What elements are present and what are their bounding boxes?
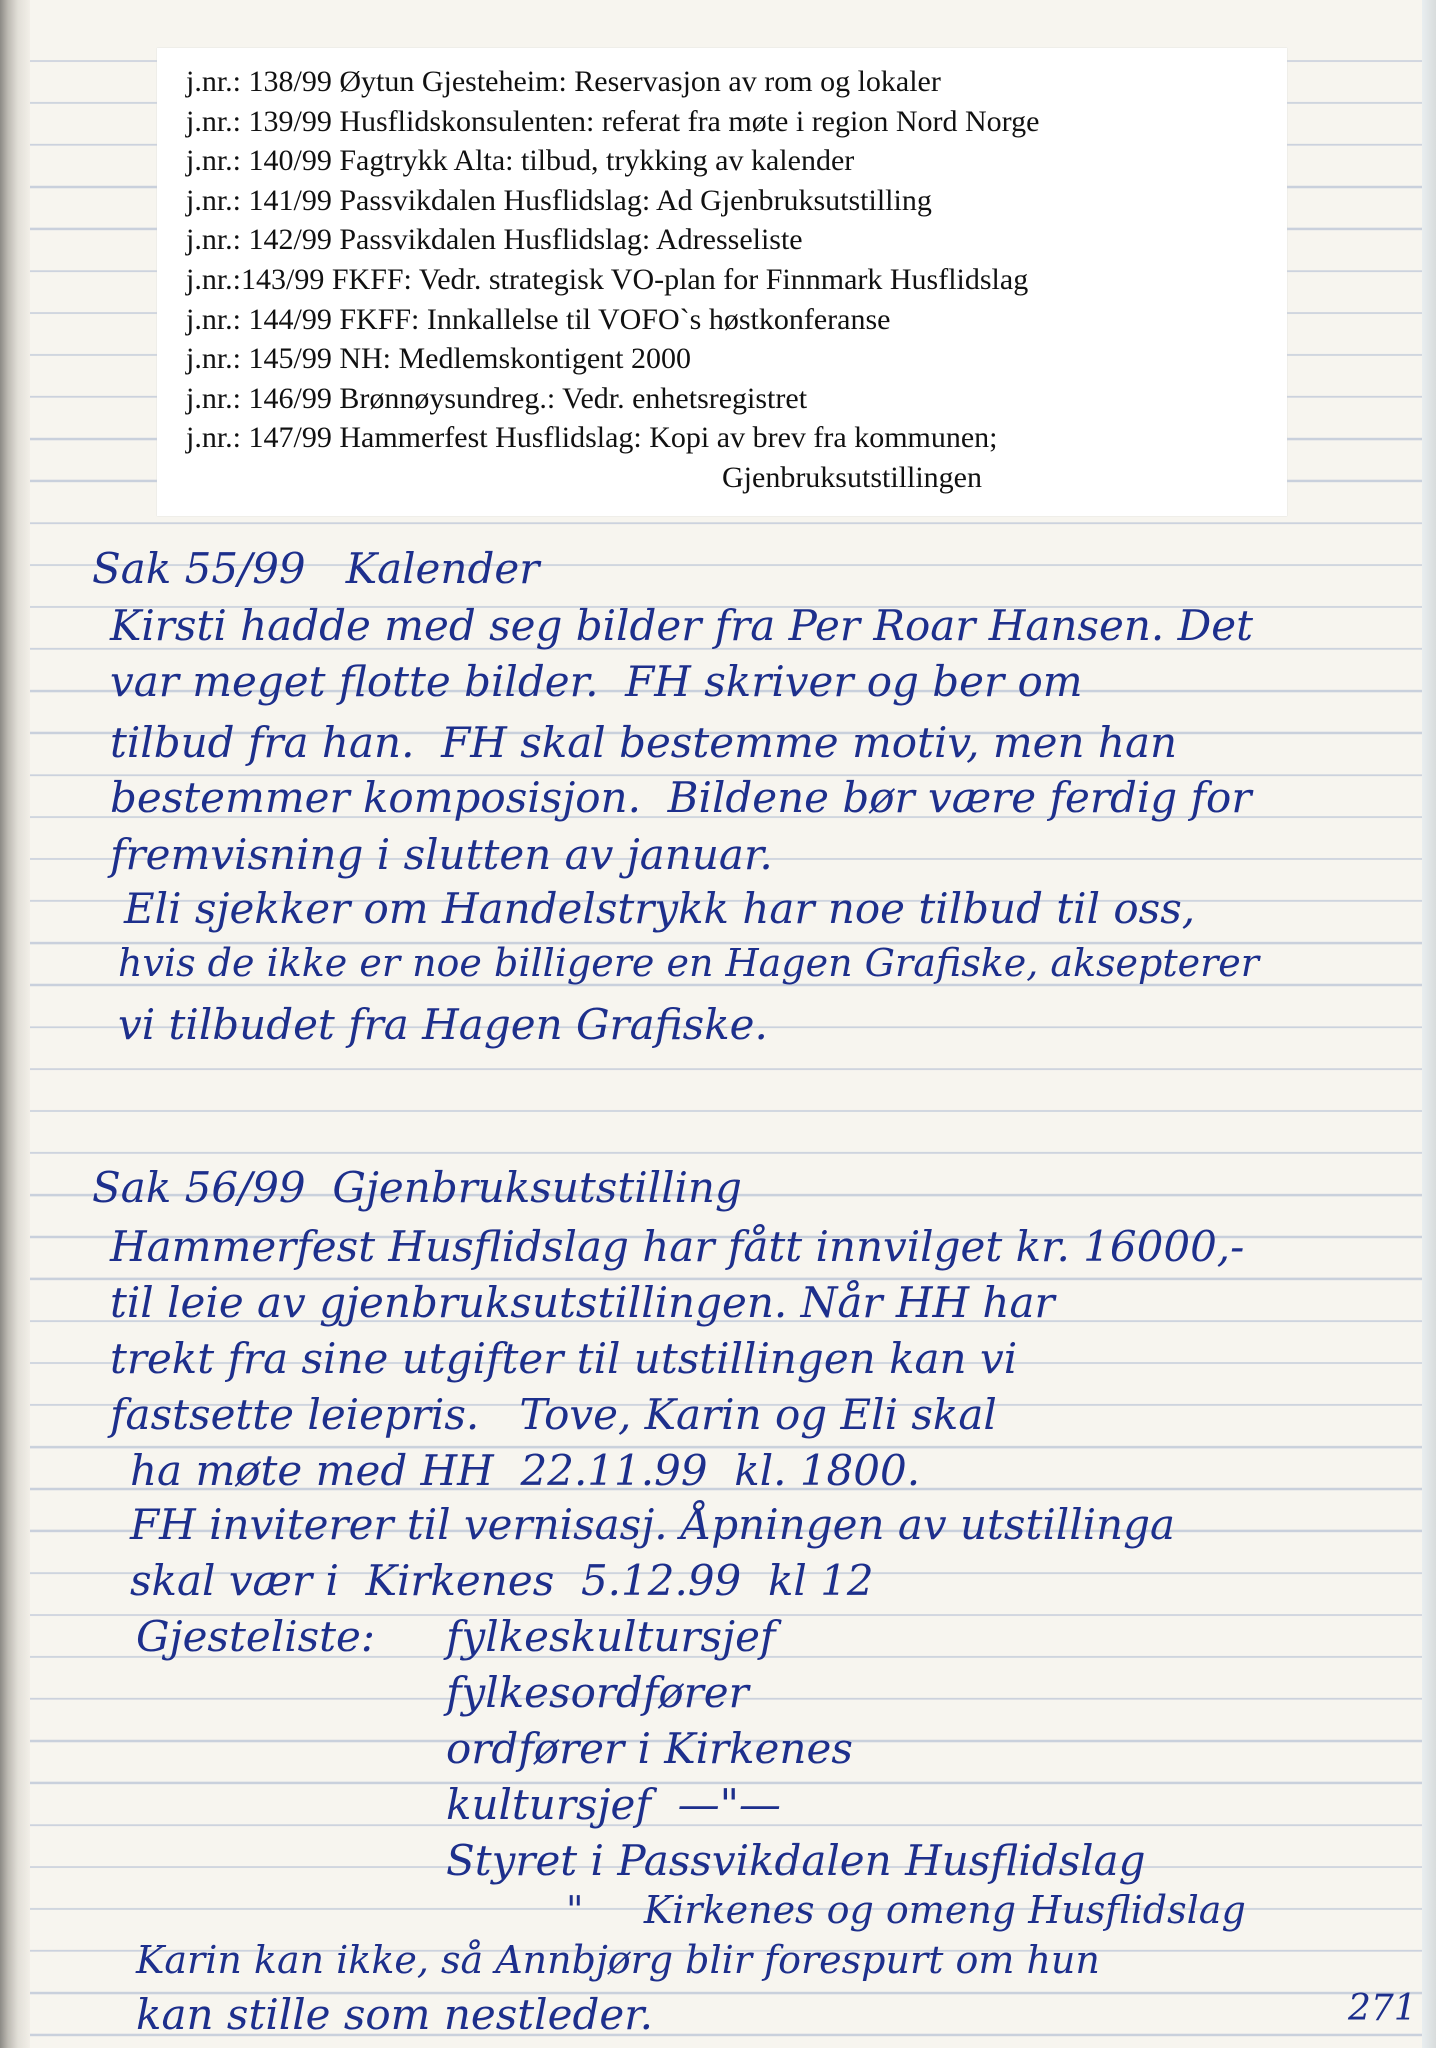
guest-item: fylkeskultursjef	[446, 1612, 776, 1661]
journal-entry: j.nr.: 144/99 FKFF: Innkallelse til VOFO`s høstkonferanse	[186, 302, 891, 336]
journal-entry: j.nr.: 139/99 Husflidskonsulenten: referat fra møte i region Nord Norge	[186, 104, 1040, 138]
sak56-line: til leie av gjenbruksutstillingen. Når HH har	[110, 1278, 1055, 1327]
sak56-line: Hammerfest Husflidslag har fått innvilget kr. 16000,-	[110, 1222, 1245, 1271]
journal-entry: j.nr.: 142/99 Passvikdalen Husflidslag: Adresseliste	[186, 223, 803, 257]
sak55-line: bestemmer komposisjon. Bildene bør være ferdig for	[110, 773, 1252, 822]
sak56-line: skal vær i Kirkenes 5.12.99 kl 12	[130, 1556, 874, 1605]
journal-entry: j.nr.: 147/99 Hammerfest Husflidslag: Kopi av brev fra kommunen;	[186, 421, 998, 455]
journal-entry: j.nr.: 145/99 NH: Medlemskontigent 2000	[186, 342, 691, 376]
sak55-heading: Sak 55/99 Kalender	[92, 544, 540, 593]
page-number: 271	[1348, 1988, 1417, 2029]
journal-entry: j.nr.: 140/99 Fagtrykk Alta: tilbud, trykking av kalender	[186, 144, 855, 178]
sak56-heading: Sak 56/99 Gjenbruksutstilling	[92, 1163, 742, 1212]
guest-list-label: Gjesteliste:	[136, 1612, 376, 1661]
journal-entry: j.nr.:143/99 FKFF: Vedr. strategisk VO-plan for Finnmark Husflidslag	[186, 262, 1029, 296]
guest-item: ordfører i Kirkenes	[446, 1724, 853, 1773]
sak55-line: Eli sjekker om Handelstrykk har noe tilbud til oss,	[124, 884, 1196, 933]
journal-entry: j.nr.: 141/99 Passvikdalen Husflidslag: Ad Gjenbruksutstilling	[186, 183, 932, 217]
guest-item: Styret i Passvikdalen Husflidslag	[446, 1836, 1146, 1885]
closing-line: kan stille som nestleder.	[136, 1990, 654, 2039]
sak55-line: tilbud fra han. FH skal bestemme motiv, men han	[110, 718, 1178, 767]
journal-entry-continuation: Gjenbruksutstillingen	[722, 460, 982, 494]
closing-line: Karin kan ikke, så Annbjørg blir forespurt om hun	[136, 1938, 1100, 1982]
sak55-line: fremvisning i slutten av januar.	[110, 830, 773, 879]
sak56-line: FH inviterer til vernisasj. Åpningen av utstillinga	[130, 1500, 1176, 1549]
guest-item: kultursjef —"—	[446, 1780, 781, 1829]
journal-entry: j.nr.: 146/99 Brønnøysundreg.: Vedr. enhetsregistret	[186, 381, 808, 415]
sak55-line: vi tilbudet fra Hagen Grafiske.	[118, 1000, 768, 1049]
sak56-line: fastsette leiepris. Tove, Karin og Eli skal	[110, 1390, 997, 1439]
sak55-line: Kirsti hadde med seg bilder fra Per Roar Hansen. Det	[110, 601, 1253, 650]
journal-entry: j.nr.: 138/99 Øytun Gjesteheim: Reservasjon av rom og lokaler	[186, 65, 941, 98]
sak56-line: trekt fra sine utgifter til utstillingen kan vi	[110, 1334, 1018, 1383]
sak56-line: ha møte med HH 22.11.99 kl. 1800.	[130, 1446, 921, 1495]
sak55-line: hvis de ikke er noe billigere en Hagen Grafiske, aksepterer	[118, 941, 1259, 985]
sak55-line: var meget flotte bilder. FH skriver og ber om	[110, 657, 1083, 706]
guest-item: fylkesordfører	[446, 1668, 749, 1717]
guest-item: " Kirkenes og omeng Husflidslag	[566, 1888, 1246, 1932]
